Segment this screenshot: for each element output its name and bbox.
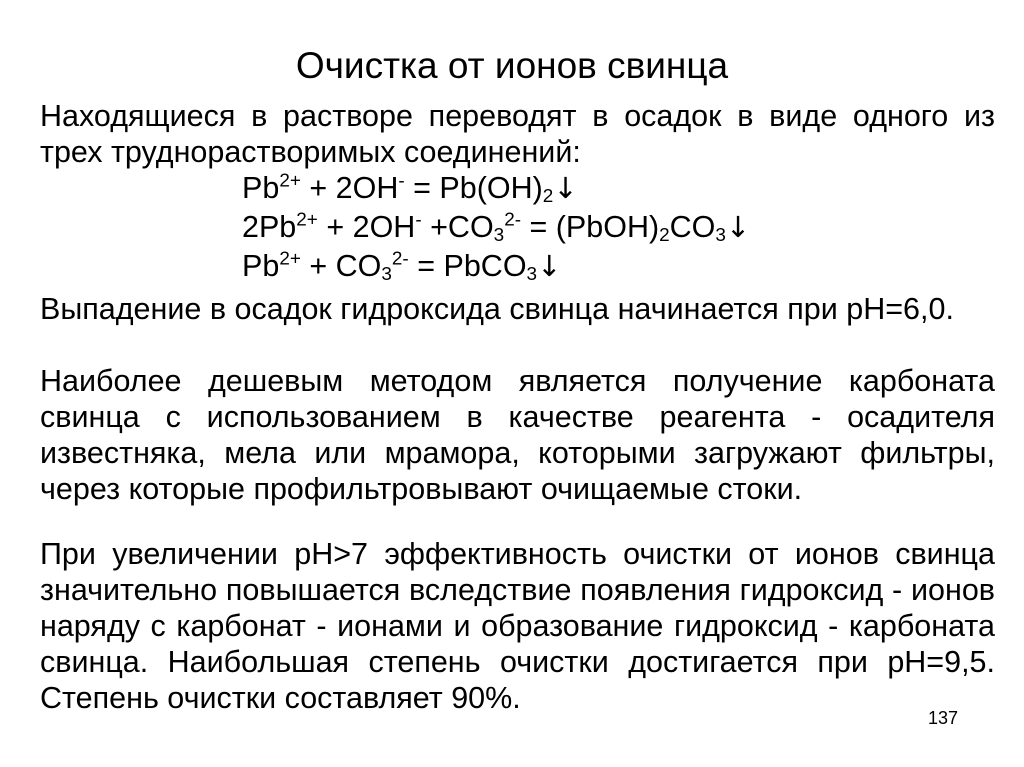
hydroxide-charge: - (415, 209, 422, 231)
carbonate-symbol: CO (335, 249, 382, 283)
product-subscript: 3 (715, 225, 726, 247)
equals-sign: = (408, 249, 444, 283)
product-subscript: 2 (542, 186, 554, 208)
coefficient: 2 (242, 210, 259, 244)
lead-symbol: Pb (242, 249, 280, 283)
ph-precipitation-paragraph: Выпадение в осадок гидроксида свинца начинается при pH=6,0. (40, 292, 954, 326)
intro-paragraph: Находящиеся в растворе переводят в осадок в виде одного из трех труднорастворимых соединений: (40, 99, 995, 169)
equation-lead-carbonate (242, 248, 561, 284)
hydroxide-symbol: 2OH (335, 171, 399, 205)
carbonate-subscript: 3 (493, 225, 505, 247)
lead-symbol: Pb (258, 210, 297, 244)
slide-title: Очистка от ионов свинца (295, 45, 729, 86)
efficiency-paragraph: При увеличении pH>7 эффективность очистки от ионов свинца значительно повышается вследствие появления гидроксид - ионов наряду с карбонат - ионами и образование гидроксид - карбоната свинца. Наибольшая степень очистки достигается при pH=9,5. Степень очистки составляет 90%. (40, 537, 995, 715)
equation-lead-hydroxide (242, 170, 578, 206)
precipitate-arrow-icon: ↓ (725, 210, 751, 244)
plus-sign: + (300, 249, 336, 283)
product-subscript: 3 (526, 264, 538, 286)
carbonate-subscript: 3 (381, 264, 392, 286)
carbonate-symbol: CO (447, 210, 494, 244)
equation-lead-hydroxocarbonate (242, 209, 750, 245)
hydroxide-charge: - (398, 170, 405, 192)
lead-symbol: Pb (242, 171, 280, 205)
product-formula: CO (669, 210, 716, 244)
product-subscript: 2 (659, 225, 670, 247)
precipitate-arrow-icon: ↓ (553, 171, 578, 205)
product-formula: PbCO (443, 249, 527, 283)
carbonate-charge: 2- (391, 248, 409, 270)
equals-sign: = (404, 171, 440, 205)
product-formula: (PbOH) (555, 210, 660, 244)
plus-sign: + (317, 210, 353, 244)
plus-sign: + (300, 171, 336, 205)
equals-sign: = (521, 210, 556, 244)
product-formula: Pb(OH) (439, 171, 543, 205)
lead-charge: 2+ (296, 209, 318, 231)
precipitate-arrow-icon: ↓ (537, 249, 562, 283)
plus-sign: + (421, 210, 448, 244)
lead-charge: 2+ (279, 248, 301, 270)
carbonate-charge: 2- (504, 209, 521, 231)
method-paragraph: Наиболее дешевым методом является получение карбоната свинца с использованием в качестве реагента - осадителя известняка, мела или мрамора, которыми загружают фильтры, через которые профильтровывают очищаемые стоки. (40, 364, 995, 506)
lead-charge: 2+ (279, 170, 301, 192)
page-number: 137 (928, 708, 959, 728)
hydroxide-symbol: 2OH (352, 210, 416, 244)
